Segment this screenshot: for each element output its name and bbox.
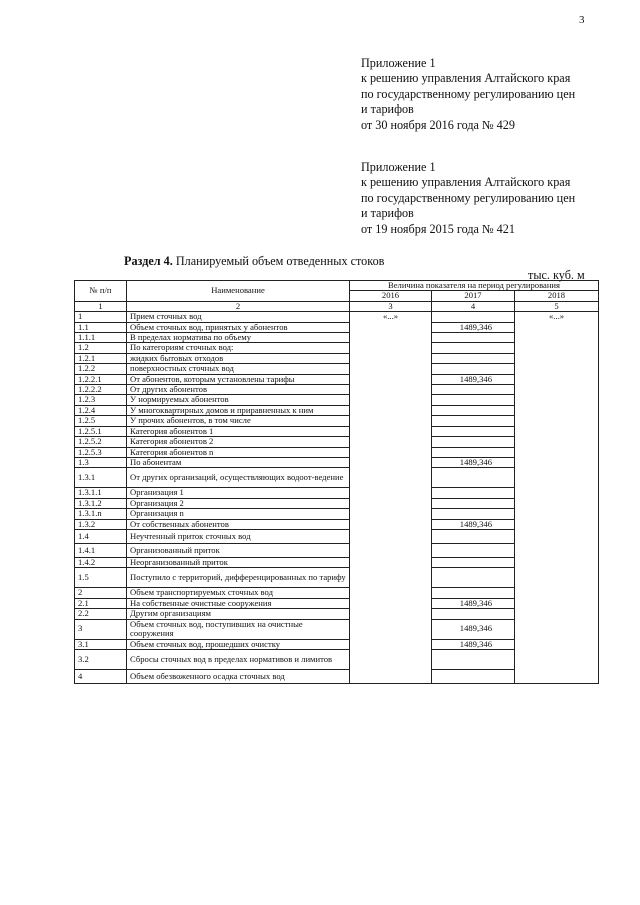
col-header-year: 2018 — [515, 291, 599, 301]
row-number: 1.4.1 — [75, 543, 127, 557]
row-number: 2.2 — [75, 609, 127, 619]
table-row — [75, 437, 599, 447]
row-name: поверхностных сточных вод — [127, 364, 350, 374]
table-row — [75, 598, 599, 608]
table-row — [75, 364, 599, 374]
table-row — [75, 488, 599, 498]
value-2016 — [350, 385, 432, 395]
value-2016 — [350, 447, 432, 457]
table-row — [75, 509, 599, 519]
row-name: Неорганизованный приток — [127, 557, 350, 567]
row-name: На собственные очистные сооружения — [127, 598, 350, 608]
row-name: Поступило с территорий, дифференцированных по тарифу — [127, 568, 350, 588]
row-number: 1.2.2.1 — [75, 374, 127, 384]
value-2016 — [350, 468, 432, 488]
table-row — [75, 649, 599, 669]
value-2017 — [432, 498, 515, 508]
value-2016 — [350, 405, 432, 415]
value-2016 — [350, 426, 432, 436]
index-cell: 5 — [515, 301, 599, 311]
value-2017 — [432, 395, 515, 405]
appendix-current — [361, 56, 575, 133]
value-2018 — [515, 468, 599, 488]
value-2017 — [432, 343, 515, 353]
row-number: 1.2.2.2 — [75, 385, 127, 395]
value-2016 — [350, 588, 432, 598]
col-header-period: Величина показателя на период регулирования — [350, 281, 599, 291]
row-number: 4 — [75, 669, 127, 683]
value-2017 — [432, 426, 515, 436]
value-2016 — [350, 457, 432, 467]
value-2016 — [350, 509, 432, 519]
row-name: Объем обезвоженного осадка сточных вод — [127, 669, 350, 683]
row-number: 1.1.1 — [75, 333, 127, 343]
row-number: 1.3 — [75, 457, 127, 467]
value-2018 — [515, 588, 599, 598]
row-number: 1.2.5.1 — [75, 426, 127, 436]
table-row — [75, 353, 599, 363]
value-2018 — [515, 639, 599, 649]
value-2017: 1489,346 — [432, 322, 515, 332]
table-row — [75, 426, 599, 436]
value-2018 — [515, 353, 599, 363]
value-2018 — [515, 669, 599, 683]
row-name: Организованный приток — [127, 543, 350, 557]
value-2017 — [432, 468, 515, 488]
value-2018: «...» — [515, 312, 599, 322]
value-2016 — [350, 353, 432, 363]
table-row — [75, 498, 599, 508]
row-name: жидких бытовых отходов — [127, 353, 350, 363]
table-row — [75, 669, 599, 683]
row-name: Объем сточных вод, прошедших очистку — [127, 639, 350, 649]
value-2016 — [350, 568, 432, 588]
row-number: 1.5 — [75, 568, 127, 588]
value-2017 — [432, 588, 515, 598]
row-name: Организация n — [127, 509, 350, 519]
appendix-line: и тарифов — [361, 102, 414, 117]
value-2017 — [432, 488, 515, 498]
row-number: 1.3.1.n — [75, 509, 127, 519]
value-2017 — [432, 509, 515, 519]
row-number: 1.1 — [75, 322, 127, 332]
value-2018 — [515, 488, 599, 498]
appendix-line: от 30 ноября 2016 года № 429 — [361, 117, 515, 132]
table-row — [75, 639, 599, 649]
row-number: 3.1 — [75, 639, 127, 649]
table-row — [75, 416, 599, 426]
row-number: 1.4 — [75, 529, 127, 543]
value-2016: «...» — [350, 312, 432, 322]
value-2016 — [350, 529, 432, 543]
row-number: 1.2.2 — [75, 364, 127, 374]
value-2016 — [350, 557, 432, 567]
row-name: В пределах норматива по объему — [127, 333, 350, 343]
row-number: 1.2.5 — [75, 416, 127, 426]
row-name: Организация 2 — [127, 498, 350, 508]
row-name: У прочих абонентов, в том числе — [127, 416, 350, 426]
table-row — [75, 343, 599, 353]
col-header-num: № п/п — [75, 281, 127, 302]
value-2017 — [432, 312, 515, 322]
value-2018 — [515, 385, 599, 395]
appendix-line: Приложение 1 — [361, 56, 436, 70]
value-2017 — [432, 385, 515, 395]
row-number: 1.2 — [75, 343, 127, 353]
row-name: От абонентов, которым установлены тарифы — [127, 374, 350, 384]
value-2018 — [515, 395, 599, 405]
value-2018 — [515, 364, 599, 374]
index-cell: 3 — [350, 301, 432, 311]
col-header-year: 2017 — [432, 291, 515, 301]
section-title-bold: Раздел 4. — [124, 254, 173, 268]
row-name: Категория абонентов 2 — [127, 437, 350, 447]
row-name: Неучтенный приток сточных вод — [127, 529, 350, 543]
table-row — [75, 457, 599, 467]
value-2017: 1489,346 — [432, 519, 515, 529]
value-2017 — [432, 405, 515, 415]
table-row — [75, 322, 599, 332]
table-body — [75, 312, 599, 684]
value-2018 — [515, 543, 599, 557]
row-number: 1.4.2 — [75, 557, 127, 567]
value-2017 — [432, 568, 515, 588]
value-2018 — [515, 457, 599, 467]
row-number: 3.2 — [75, 649, 127, 669]
row-name: Организация 1 — [127, 488, 350, 498]
value-2016 — [350, 498, 432, 508]
value-2016 — [350, 649, 432, 669]
index-cell: 2 — [127, 301, 350, 311]
row-name: Категория абонентов 1 — [127, 426, 350, 436]
index-cell: 4 — [432, 301, 515, 311]
value-2017 — [432, 437, 515, 447]
row-name: Категория абонентов n — [127, 447, 350, 457]
table-row — [75, 568, 599, 588]
value-2017 — [432, 557, 515, 567]
appendix-line: и тарифов — [361, 206, 414, 221]
table-row — [75, 619, 599, 639]
value-2018 — [515, 343, 599, 353]
value-2016 — [350, 609, 432, 619]
row-name: Прием сточных вод — [127, 312, 350, 322]
value-2017: 1489,346 — [432, 619, 515, 639]
value-2016 — [350, 619, 432, 639]
row-name: От собственных абонентов — [127, 519, 350, 529]
value-2018 — [515, 557, 599, 567]
value-2016 — [350, 343, 432, 353]
row-number: 1.2.3 — [75, 395, 127, 405]
table-row — [75, 529, 599, 543]
value-2017 — [432, 353, 515, 363]
table-row — [75, 447, 599, 457]
value-2017: 1489,346 — [432, 598, 515, 608]
value-2018 — [515, 649, 599, 669]
row-number: 1.2.5.3 — [75, 447, 127, 457]
value-2016 — [350, 488, 432, 498]
appendix-line: по государственному регулированию цен — [361, 86, 576, 101]
table-row — [75, 374, 599, 384]
row-number: 1 — [75, 312, 127, 322]
row-number: 2 — [75, 588, 127, 598]
value-2018 — [515, 619, 599, 639]
table-row — [75, 557, 599, 567]
table-row — [75, 519, 599, 529]
table-row — [75, 312, 599, 322]
unit-label: тыс. куб. м — [528, 268, 585, 282]
value-2018 — [515, 426, 599, 436]
value-2017 — [432, 609, 515, 619]
value-2017: 1489,346 — [432, 374, 515, 384]
value-2016 — [350, 374, 432, 384]
value-2018 — [515, 374, 599, 384]
value-2018 — [515, 598, 599, 608]
table-row — [75, 395, 599, 405]
table-row — [75, 405, 599, 415]
row-number: 1.3.2 — [75, 519, 127, 529]
value-2017: 1489,346 — [432, 457, 515, 467]
value-2018 — [515, 609, 599, 619]
value-2018 — [515, 568, 599, 588]
value-2018 — [515, 447, 599, 457]
row-name: По абонентам — [127, 457, 350, 467]
value-2016 — [350, 416, 432, 426]
value-2017 — [432, 416, 515, 426]
value-2016 — [350, 333, 432, 343]
row-name: У нормируемых абонентов — [127, 395, 350, 405]
value-2018 — [515, 498, 599, 508]
table-row — [75, 333, 599, 343]
row-name: У многоквартирных домов и приравненных к ним — [127, 405, 350, 415]
appendix-line: по государственному регулированию цен — [361, 190, 576, 205]
row-name: Другим организациям — [127, 609, 350, 619]
value-2016 — [350, 322, 432, 332]
value-2016 — [350, 519, 432, 529]
appendix-line: от 19 ноября 2015 года № 421 — [361, 221, 515, 236]
col-header-year: 2016 — [350, 291, 432, 301]
value-2017 — [432, 447, 515, 457]
table-row — [75, 385, 599, 395]
value-2016 — [350, 364, 432, 374]
appendix-line: Приложение 1 — [361, 160, 436, 174]
value-2017 — [432, 333, 515, 343]
col-header-name: Наименование — [127, 281, 350, 302]
value-2018 — [515, 529, 599, 543]
value-2017 — [432, 543, 515, 557]
value-2016 — [350, 437, 432, 447]
value-2018 — [515, 416, 599, 426]
row-number: 1.2.5.2 — [75, 437, 127, 447]
row-name: Объем сточных вод, поступивших на очистные сооружения — [127, 619, 350, 639]
value-2018 — [515, 437, 599, 447]
value-2018 — [515, 405, 599, 415]
row-name: Сбросы сточных вод в пределах нормативов и лимитов — [127, 649, 350, 669]
row-name: От других абонентов — [127, 385, 350, 395]
value-2016 — [350, 598, 432, 608]
row-name: По категориям сточных вод: — [127, 343, 350, 353]
section-title — [124, 254, 384, 269]
table-row — [75, 588, 599, 598]
table-row — [75, 543, 599, 557]
value-2018 — [515, 509, 599, 519]
row-number: 1.3.1.1 — [75, 488, 127, 498]
value-2016 — [350, 669, 432, 683]
value-2017 — [432, 364, 515, 374]
row-number: 1.2.1 — [75, 353, 127, 363]
row-number: 1.3.1.2 — [75, 498, 127, 508]
appendix-previous — [361, 160, 575, 237]
appendix-line: к решению управления Алтайского края — [361, 71, 571, 86]
discharge-volume-table — [74, 280, 599, 684]
table-row — [75, 609, 599, 619]
appendix-line: к решению управления Алтайского края — [361, 175, 571, 190]
value-2017: 1489,346 — [432, 639, 515, 649]
value-2017 — [432, 529, 515, 543]
row-name: Объем сточных вод, принятых у абонентов — [127, 322, 350, 332]
row-number: 1.2.4 — [75, 405, 127, 415]
section-title-text: Планируемый объем отведенных стоков — [172, 254, 385, 268]
value-2018 — [515, 519, 599, 529]
value-2016 — [350, 639, 432, 649]
row-number: 2.1 — [75, 598, 127, 608]
table-row — [75, 468, 599, 488]
row-number: 1.3.1 — [75, 468, 127, 488]
value-2016 — [350, 395, 432, 405]
page-number: 3 — [579, 14, 585, 26]
value-2017 — [432, 669, 515, 683]
index-cell: 1 — [75, 301, 127, 311]
value-2017 — [432, 649, 515, 669]
value-2016 — [350, 543, 432, 557]
value-2018 — [515, 333, 599, 343]
row-number: 3 — [75, 619, 127, 639]
value-2018 — [515, 322, 599, 332]
row-name: Объем транспортируемых сточных вод — [127, 588, 350, 598]
row-name: От других организаций, осуществляющих водоот-ведение — [127, 468, 350, 488]
